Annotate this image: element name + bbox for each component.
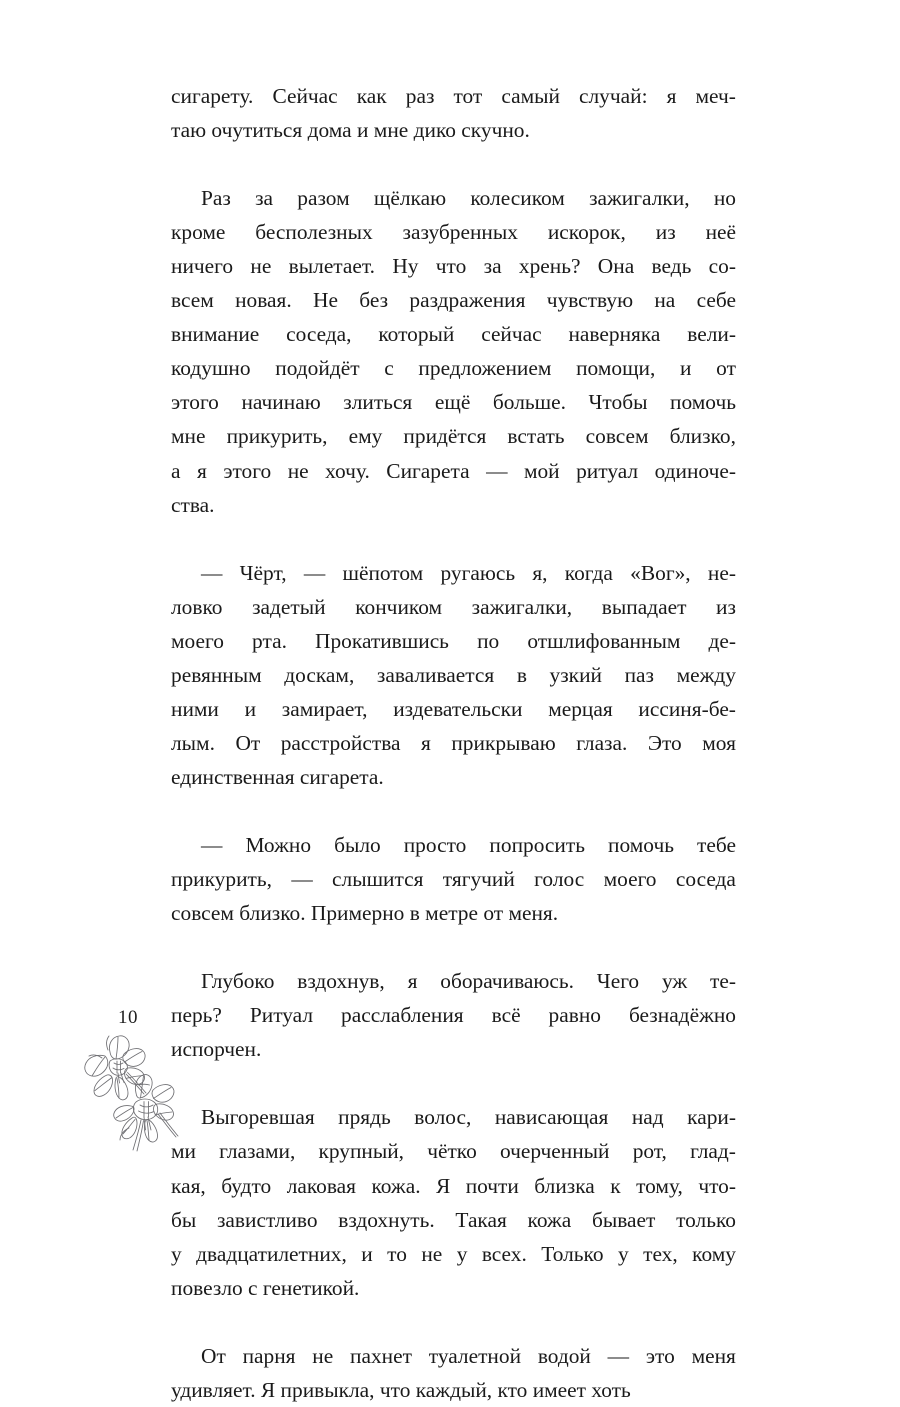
paragraph-line: ми глазами, крупный, чётко очерченный рот, глад- [171,1139,736,1164]
paragraph-line: внимание соседа, который сейчас наверняка вели- [171,322,736,347]
paragraph-7 [171,1339,736,1407]
page-number: 10 [118,1007,138,1028]
paragraph-5 [171,964,736,1100]
paragraph-line: Раз за разом щёлкаю колесиком зажигалки, но [201,186,736,211]
paragraph-line: ними и замирает, издевательски мерцая иссиня-бе- [171,696,736,721]
paragraph-line: у двадцатилетних, и то не у всех. Только у тех, кому [171,1241,736,1266]
paragraph-line: — Можно было просто попросить помочь тебе [201,833,736,858]
paragraph-line: бы завистливо вздохнуть. Такая кожа бывает только [171,1207,736,1232]
paragraph-line: перь? Ритуал расслабления всё равно безнадёжно [171,1003,736,1028]
paragraph-line: ревянным доскам, заваливается в узкий паз между [171,662,736,687]
paragraph-line: ства. [171,492,215,517]
paragraph-line: Глубоко вздохнув, я оборачиваюсь. Чего уж те- [201,969,736,994]
paragraph-line: этого начинаю злиться ещё больше. Чтобы помочь [171,390,736,415]
paragraph-line: моего рта. Прокатившись по отшлифованным де- [171,628,736,653]
paragraph-6 [171,1100,736,1338]
paragraph-line: испорчен. [171,1037,262,1062]
paragraph-line: таю очутиться дома и мне дико скучно. [171,118,530,143]
paragraph-4 [171,828,736,964]
paragraph-3 [171,556,736,828]
paragraph-line: мне прикурить, ему придётся встать совсем близко, [171,424,736,449]
paragraph-1 [171,79,736,181]
paragraph-2 [171,181,736,556]
paragraph-line: кая, будто лаковая кожа. Я почти близка к тому, что- [171,1173,736,1198]
paragraph-line: прикурить, — слышится тягучий голос моего соседа [171,867,736,892]
paragraph-line: совсем близко. Примерно в метре от меня. [171,901,559,926]
paragraph-line: повезло с генетикой. [171,1275,360,1300]
paragraph-line: кроме бесполезных зазубренных искорок, из неё [171,220,736,245]
paragraph-line: Выгоревшая прядь волос, нависающая над кари- [201,1105,736,1130]
paragraph-line: От парня не пахнет туалетной водой — это меня [201,1343,736,1368]
paragraph-line: — Чёрт, — шёпотом ругаюсь я, когда «Вог», не- [201,560,736,585]
paragraph-line: лым. От расстройства я прикрываю глаза. Это моя [171,730,736,755]
paragraph-line: сигарету. Сейчас как раз тот самый случай: я меч- [171,84,736,108]
paragraph-line: кодушно подойдёт с предложением помощи, и от [171,356,736,381]
paragraph-line: всем новая. Не без раздражения чувствую на себе [171,288,736,313]
paragraph-line: единственная сигарета. [171,764,384,789]
page-text-column [171,79,736,1407]
paragraph-line: а я этого не хочу. Сигарета — мой ритуал одиноче- [171,458,736,483]
paragraph-line: ничего не вылетает. Ну что за хрень? Она ведь со- [171,254,736,279]
paragraph-line: удивляет. Я привыкла, что каждый, кто имеет хоть [171,1377,631,1402]
paragraph-line: ловко задетый кончиком зажигалки, выпадает из [171,594,736,619]
